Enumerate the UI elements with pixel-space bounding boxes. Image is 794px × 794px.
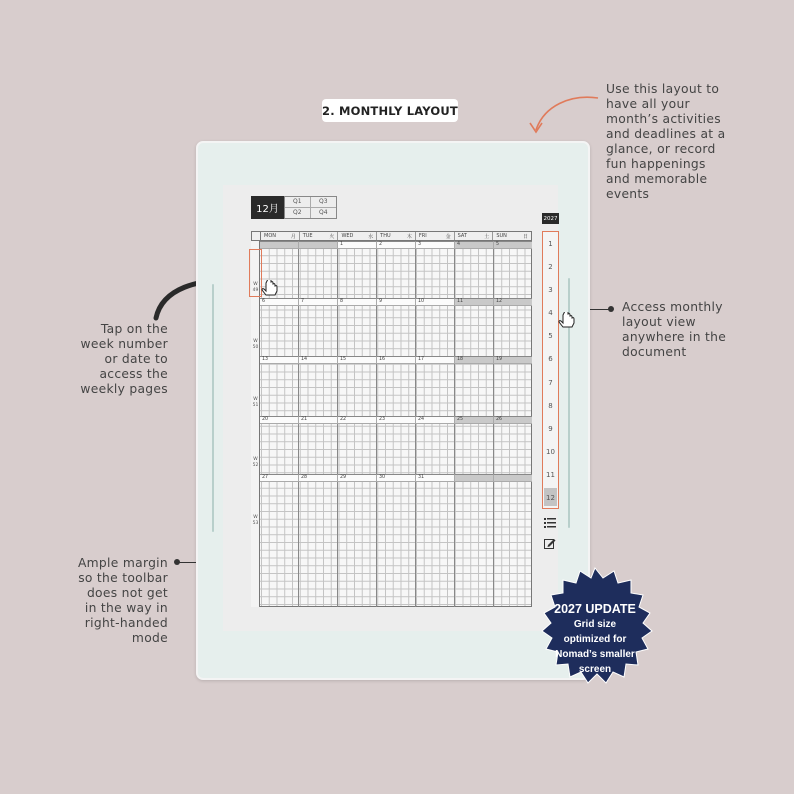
annotation-line: does not get	[86, 586, 168, 600]
date-cell[interactable]: 20	[260, 416, 299, 424]
month-tab[interactable]: 9	[548, 425, 553, 433]
badge-line: Grid size	[573, 619, 617, 630]
hand-pointer-icon	[260, 280, 280, 298]
week-number[interactable]: W 52	[252, 457, 259, 468]
pointer-dot	[608, 306, 614, 312]
year-tab[interactable]: 2027	[542, 213, 559, 224]
badge-line: optimized for	[563, 634, 627, 645]
annotation-line: so the toolbar	[78, 571, 168, 585]
date-cell[interactable]: 29	[338, 474, 377, 482]
column-divider	[337, 241, 338, 607]
annotation-line: glance, or record	[606, 142, 716, 156]
week-row	[260, 416, 532, 424]
hand-pointer-icon	[557, 312, 577, 330]
date-cell[interactable]: 31	[416, 474, 455, 482]
date-cell[interactable]: 15	[338, 356, 377, 364]
week-row	[260, 356, 532, 364]
weekday-header	[251, 231, 532, 241]
date-cell[interactable]: 25	[455, 416, 494, 424]
column-divider	[415, 241, 416, 607]
annotation-line: anywhere in the	[622, 330, 727, 344]
date-cell[interactable]: 12	[494, 298, 532, 306]
layout-title: 2. MONTHLY LAYOUT	[322, 99, 458, 122]
annotation-line: mode	[131, 631, 168, 645]
week-number[interactable]: W 49	[252, 282, 259, 293]
annotation-line: document	[622, 345, 687, 359]
month-tab[interactable]: 11	[546, 471, 555, 479]
date-cell[interactable]: 8	[338, 298, 377, 306]
edit-note-icon[interactable]	[544, 538, 556, 549]
annotation-margin	[40, 556, 168, 646]
date-cell[interactable]: 10	[416, 298, 455, 306]
annotation-month	[622, 300, 726, 360]
weekday-header-cell: SUN 日	[496, 233, 529, 240]
month-tab[interactable]: 3	[548, 286, 553, 294]
date-cell[interactable]: 22	[338, 416, 377, 424]
update-badge	[526, 602, 664, 677]
month-tab[interactable]: 1	[548, 240, 553, 248]
week-number[interactable]: W 53	[252, 515, 259, 526]
annotation-line: and memorable	[606, 172, 708, 186]
weekday-header-cell: TUE 火	[300, 232, 339, 240]
weekday-header-cell: WED 水	[338, 232, 377, 240]
date-cell[interactable]: 21	[299, 416, 338, 424]
date-cell[interactable]	[260, 241, 299, 249]
date-cell[interactable]: 2	[377, 241, 416, 249]
date-cell[interactable]: 4	[455, 241, 494, 249]
date-cell[interactable]: 5	[494, 241, 532, 249]
quarter-link[interactable]: Q2	[285, 208, 311, 219]
column-divider	[298, 241, 299, 607]
annotation-line: or date to	[104, 352, 168, 366]
month-label[interactable]: 12月	[251, 196, 284, 219]
weekday-header-cell: FRI 金	[416, 232, 455, 240]
annotation-line: Ample margin	[77, 556, 168, 570]
annotation-line: Tap on the	[100, 322, 168, 336]
date-cell[interactable]: 7	[299, 298, 338, 306]
month-tab[interactable]: 4	[548, 309, 553, 317]
annotation-line: Access monthly	[622, 300, 723, 314]
quarter-link[interactable]: Q1	[285, 197, 311, 208]
date-cell[interactable]	[455, 474, 494, 482]
date-cell[interactable]: 13	[260, 356, 299, 364]
weekday-header-cell: MON 月	[261, 232, 300, 240]
weekday-header-cell: THU 木	[377, 232, 416, 240]
quarter-nav	[284, 196, 337, 219]
annotation-line: fun happenings	[606, 157, 706, 171]
date-cell[interactable]: 11	[455, 298, 494, 306]
date-cell[interactable]: 30	[377, 474, 416, 482]
month-tab[interactable]: 10	[546, 448, 555, 456]
month-tab-column	[542, 231, 559, 509]
date-cell[interactable]: 26	[494, 416, 532, 424]
annotation-line: layout view	[622, 315, 696, 329]
annotation-line: week number	[80, 337, 168, 351]
annotation-line: access the	[99, 367, 168, 381]
month-tab[interactable]: 7	[548, 379, 553, 387]
annotation-line: have all your	[606, 97, 690, 111]
annotation-line: and deadlines at a	[606, 127, 726, 141]
annotation-line: Use this layout to	[606, 82, 720, 96]
date-cell[interactable]	[299, 241, 338, 249]
badge-line: Nomad’s smaller	[555, 649, 635, 660]
month-tab[interactable]: 6	[548, 355, 553, 363]
column-divider	[493, 241, 494, 607]
date-cell[interactable]: 28	[299, 474, 338, 482]
weekday-header-cell: SAT 土	[455, 232, 494, 240]
date-cell[interactable]: 24	[416, 416, 455, 424]
date-cell[interactable]: 9	[377, 298, 416, 306]
column-divider	[454, 241, 455, 607]
week-row	[260, 241, 532, 249]
date-cell[interactable]: 19	[494, 356, 532, 364]
week-number[interactable]: W 51	[252, 397, 259, 408]
date-cell[interactable]: 18	[455, 356, 494, 364]
date-cell[interactable]: 23	[377, 416, 416, 424]
date-cell[interactable]: 17	[416, 356, 455, 364]
week-row	[260, 474, 532, 482]
week-number[interactable]: W 50	[252, 339, 259, 350]
orange-arrow-icon	[526, 92, 602, 138]
date-cell[interactable]: 1	[338, 241, 377, 249]
quarter-link[interactable]: Q3	[311, 197, 337, 208]
annotation-overview	[606, 82, 725, 202]
device-side-indicator	[212, 284, 214, 532]
month-tab[interactable]: 2	[548, 263, 553, 271]
column-divider	[376, 241, 377, 607]
date-cell[interactable]: 14	[299, 356, 338, 364]
badge-line: screen	[578, 664, 612, 675]
annotation-line: events	[606, 187, 650, 201]
annotation-line: month’s activities	[606, 112, 721, 126]
badge-heading: 2027 UPDATE	[554, 602, 636, 616]
date-cell[interactable]: 6	[260, 298, 299, 306]
date-cell[interactable]: 16	[377, 356, 416, 364]
month-tab[interactable]: 8	[548, 402, 553, 410]
month-tab[interactable]: 12	[546, 494, 555, 502]
date-cell[interactable]: 3	[416, 241, 455, 249]
month-tab[interactable]: 5	[548, 332, 553, 340]
annotation-line: in the way in	[84, 601, 168, 615]
annotation-line: weekly pages	[80, 382, 168, 396]
annotation-week	[60, 322, 168, 397]
list-icon[interactable]	[544, 518, 556, 528]
date-cell[interactable]	[494, 474, 532, 482]
date-cell[interactable]: 27	[260, 474, 299, 482]
quarter-link[interactable]: Q4	[318, 209, 328, 217]
week-row	[260, 298, 532, 306]
annotation-line: right-handed	[84, 616, 168, 630]
